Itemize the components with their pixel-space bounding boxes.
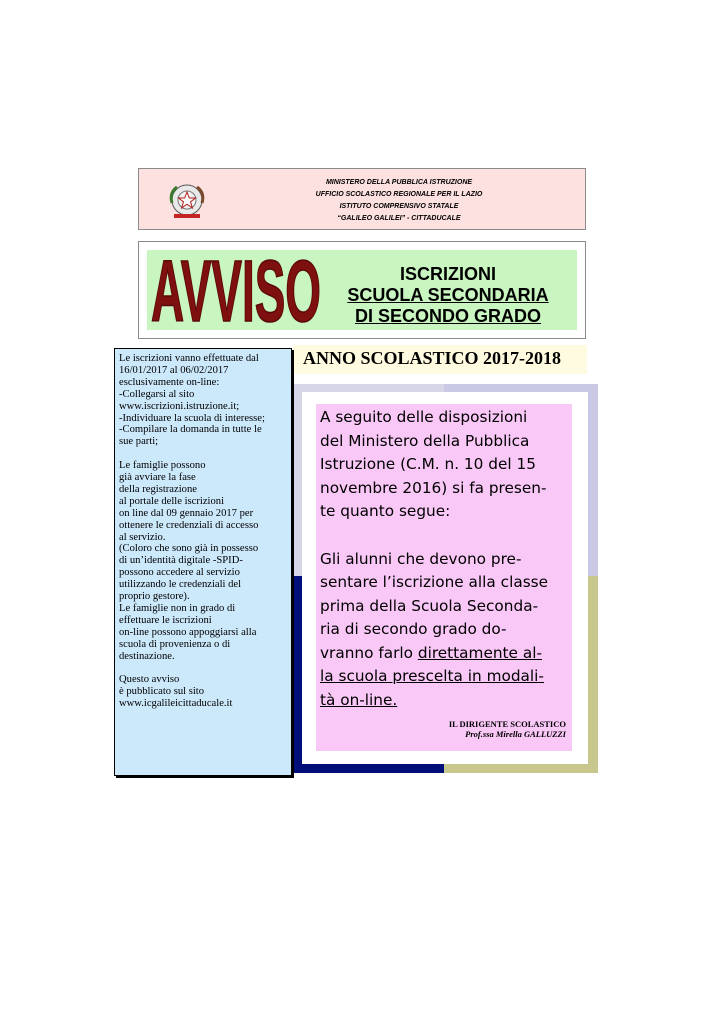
avviso-word: AVVISO: [151, 243, 321, 341]
banner-title-line3: DI SECONDO GRADO: [354, 306, 541, 326]
info-line: -Individuare la scuola di interesse;: [119, 412, 265, 424]
info-line: www.iscrizioni.istruzione.it;: [119, 400, 240, 412]
notice-text-plain: vranno farlo: [320, 643, 418, 662]
info-box: [114, 348, 292, 776]
info-line: proprio gestore).: [119, 591, 190, 603]
info-line: on line dal 09 gennaio 2017 per: [119, 507, 254, 519]
info-line: scuola di provenienza o di: [119, 638, 231, 650]
info-line: (Coloro che sono già in possesso: [119, 543, 259, 555]
notice-text-underlined: direttamente al-: [417, 643, 542, 662]
header-line: MINISTERO DELLA PUBBLICA ISTRUZIONE: [325, 179, 473, 186]
school-year-box: [293, 345, 587, 374]
info-line: -Compilare la domanda in tutte le: [119, 424, 262, 436]
notice-panel: [316, 404, 572, 751]
info-line: Le famiglie non in grado di: [119, 603, 236, 615]
info-line: di un’identità digitale -SPID-: [119, 555, 243, 567]
info-line: effettuare le iscrizioni: [119, 614, 212, 626]
info-line: al portale delle iscrizioni: [119, 495, 225, 507]
info-line: della registrazione: [119, 483, 197, 495]
notice-para1-line: del Ministero della Pubblica: [320, 431, 530, 450]
notice-text: [320, 406, 572, 712]
school-year-label: ANNO SCOLASTICO 2017-2018: [303, 348, 562, 368]
italian-republic-emblem-icon: [165, 181, 209, 221]
notice-para1-line: te quanto segue:: [320, 502, 451, 520]
notice-para2-line: Gli alunni che devono pre-: [320, 549, 522, 568]
info-line: sue parti;: [119, 436, 159, 448]
info-spacer: [119, 448, 289, 460]
signature-block: [396, 719, 566, 739]
header-line: “GALILEO GALILEI” - CITTADUCALE: [337, 215, 461, 222]
banner-title: [333, 264, 563, 327]
info-line: Questo avviso: [119, 674, 180, 686]
info-text: [119, 353, 289, 710]
info-line: ottenere le credenziali di accesso: [119, 519, 259, 531]
info-line: utilizzando le credenziali del: [119, 579, 242, 591]
avviso-wordart: [151, 242, 327, 341]
header-box: [138, 168, 586, 230]
header-line: UFFICIO SCOLASTICO REGIONALE PER IL LAZIO: [315, 191, 483, 198]
info-line: on-line possono appoggiarsi alla: [119, 626, 257, 638]
notice-para2-line: tà on-line.: [320, 690, 398, 709]
notice-para2-line: la scuola prescelta in modali-: [320, 667, 544, 685]
info-spacer: [119, 663, 289, 675]
signature-title: IL DIRIGENTE SCOLASTICO: [448, 719, 566, 729]
signature-name: Prof.ssa Mirella GALLUZZI: [465, 729, 566, 739]
banner-title-line2: SCUOLA SECONDARIA: [347, 285, 549, 305]
notice-para2-line: [320, 642, 572, 666]
banner-panel: [147, 243, 577, 341]
info-line: al servizio.: [119, 531, 166, 543]
info-line: possono accedere al servizio: [119, 567, 240, 579]
info-line: -Collegarsi al sito: [119, 388, 195, 400]
info-line: Le famiglie possono: [119, 460, 206, 472]
info-line: Le iscrizioni vanno effettuate dal: [119, 353, 259, 364]
notice-para1-line: novembre 2016) si fa presen-: [320, 478, 547, 497]
notice-para1-line: Istruzione (C.M. n. 10 del 15: [320, 455, 536, 473]
info-line: esclusivamente on-line:: [119, 376, 220, 388]
notice-spacer: [320, 524, 572, 548]
notice-para2-line: ria di secondo grado do-: [320, 620, 507, 638]
notice-para1-line: A seguito delle disposizioni: [320, 408, 528, 426]
info-line: è pubblicato sul sito: [119, 686, 205, 698]
notice-para2-line: prima della Scuola Seconda-: [320, 596, 539, 615]
header-lines: [259, 177, 539, 225]
info-line: già avviare la fase: [119, 472, 196, 484]
header-line: ISTITUTO COMPRENSIVO STATALE: [339, 203, 459, 210]
info-line: 16/01/2017 al 06/02/2017: [119, 364, 229, 376]
info-line: www.icgalileicittaducale.it: [119, 698, 233, 710]
notice-para2-line: sentare l’iscrizione alla classe: [320, 573, 549, 591]
banner-title-line1: ISCRIZIONI: [399, 264, 496, 284]
banner-box: [138, 241, 586, 339]
info-line: destinazione.: [119, 650, 175, 662]
